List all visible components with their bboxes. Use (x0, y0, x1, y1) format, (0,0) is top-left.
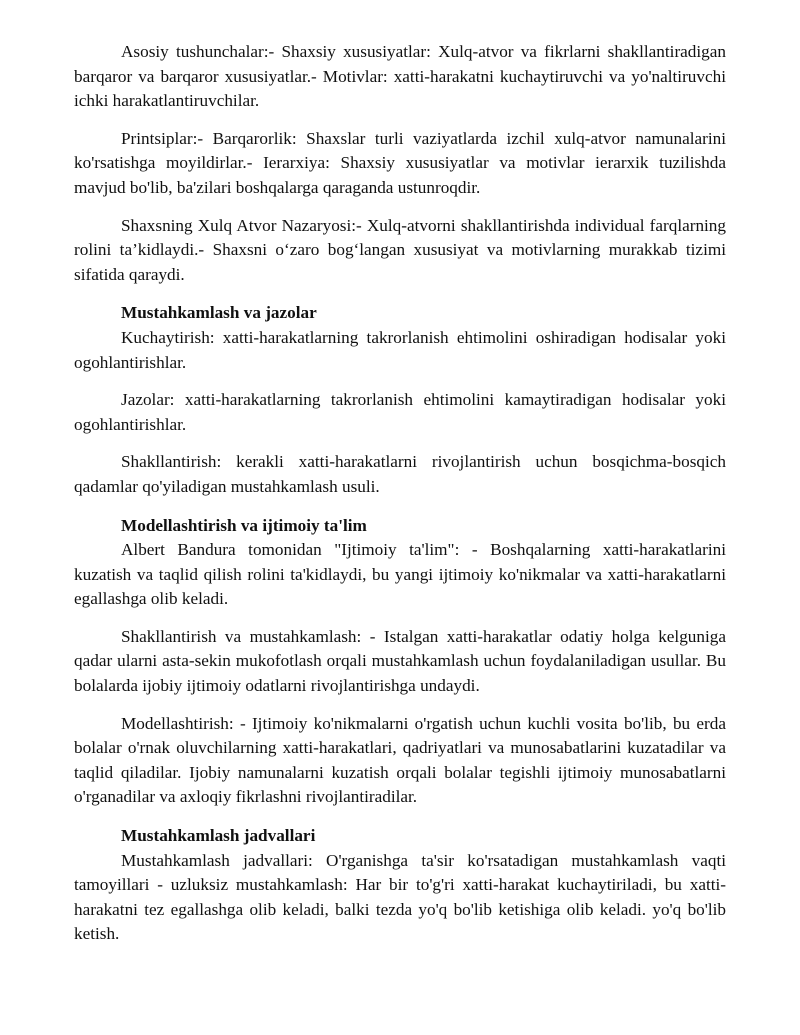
paragraph-personality-theory: Shaxsning Xulq Atvor Nazaryosi:- Xulq-atvorni shakllantirishda individual farqlarning rolini ta’kidlaydi.- Shaxsni o‘zaro bog‘langan xususiyat va motivlarning murakkab tizimi sifatida qaraydi. (74, 215, 726, 284)
paragraph-shaping: Shakllantirish: kerakli xatti-harakatlarni rivojlantirish uchun bosqichma-bosqich qadamlar qo'yiladigan mustahkamlash usuli. (74, 452, 726, 496)
paragraph-modeling: Modellashtirish: - Ijtimoiy ko'nikmalarni o'rgatish uchun kuchli vosita bo'lib, bu erda bolalar o'rnak oluvchilarning xatti-harakatlari, qadriyatlari va munosabatlarini kuzatadilar va taqlid qiladilar. Ijobiy namunalarni kuzatish orqali bolalar tegishli ijtimoiy munosabatlarni o'rganadilar va axloqiy fikrlashni rivojlantiradilar. (74, 713, 726, 807)
paragraph-reinforcement: Kuchaytirish: xatti-harakatlarning takrorlanish ehtimolini oshiradigan hodisalar yoki ogohlantirishlar. (74, 327, 726, 372)
heading-reinforcement-punishment: Mustahkamlash va jazolar (121, 303, 317, 323)
paragraph-punishment: Jazolar: xatti-harakatlarning takrorlanish ehtimolini kamaytiradigan hodisalar yoki ogohlantirishlar. (74, 390, 726, 434)
document-page (74, 40, 726, 947)
paragraph-bandura: Albert Bandura tomonidan "Ijtimoiy ta'lim": - Boshqalarning xatti-harakatlarini kuzatish va taqlid qilish rolini ta'kidlaydi, bu yangi ijtimoiy ko'nikmalar va xatti-harakatlarni egallashga olib keladi. (74, 540, 726, 609)
paragraph-principles: Printsiplar:- Barqarorlik: Shaxslar turli vaziyatlarda izchil xulq-atvor namunalarini ko'rsatishga moyildirlar.- Ierarxiya: Shaxsiy xususiyatlar va motivlar ierarxik tuzilishda mavjud bo'lib, ba'zilari boshqalarga qaraganda ustunroqdir. (74, 128, 726, 197)
paragraph-shaping-reinforcement: Shakllantirish va mustahkamlash: - Istalgan xatti-harakatlar odatiy holga kelguniga qadar ularni asta-sekin mukofotlash orqali mustahkamlash uchun foydalaniladigan usullar. Bu bolalarda ijobiy ijtimoiy odatlarni rivojlantirishga undaydi. (74, 626, 726, 696)
heading-modeling-social-learning: Modellashtirish va ijtimoiy ta'lim (121, 515, 367, 535)
paragraph-schedules: Mustahkamlash jadvallari: O'rganishga ta'sir ko'rsatadigan mustahkamlash vaqti tamoyillari - uzluksiz mustahkamlash: Har bir to'g'ri xatti-harakat kuchaytiriladi, bu xatti-harakatni tez egallashga olib keladi, balki tezda yo'q bo'lib ketishiga olib keladi. yo'q bo'lib ketish. (74, 850, 726, 944)
heading-reinforcement-schedules: Mustahkamlash jadvallari (121, 826, 316, 846)
paragraph-key-concepts: Asosiy tushunchalar:- Shaxsiy xususiyatlar: Xulq-atvor va fikrlarni shakllantiradigan barqaror va barqaror xususiyatlar.- Motivlar: xatti-harakatni kuchaytiruvchi va yo'naltiruvchi ichki harakatlantiruvchilar. (74, 42, 726, 111)
